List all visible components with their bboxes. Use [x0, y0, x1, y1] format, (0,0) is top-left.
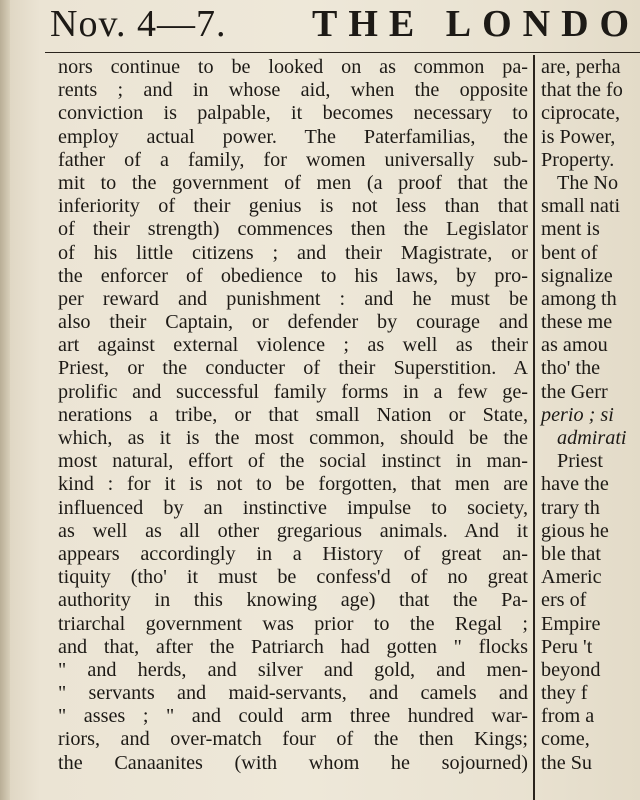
text-line: the Gerr: [541, 380, 608, 403]
header-rule: [45, 52, 640, 53]
text-line: nors continue to be looked on as common pa-: [58, 56, 528, 78]
text-line: art against external violence ; as well as their: [58, 334, 528, 357]
text-line: the Canaanites (with whom he sojourned): [58, 751, 528, 774]
text-line: mit to the government of men (a proof that the: [58, 171, 528, 194]
text-line: Property.: [541, 148, 615, 171]
text-line: appears accordingly in a History of great an-: [58, 542, 528, 565]
text-line: small nati: [541, 195, 621, 218]
column-divider: [533, 55, 535, 800]
text-line: prolific and successful family forms in a few ge-: [58, 380, 528, 403]
text-line: " asses ; " and could arm three hundred war-: [58, 705, 528, 728]
text-line: Empire: [541, 612, 601, 635]
text-line: " servants and maid-servants, and camels and: [58, 682, 528, 705]
text-line: Peru 't: [541, 635, 593, 658]
issue-date: Nov. 4—7.: [50, 3, 227, 45]
text-line: bent of: [541, 241, 598, 264]
text-line: rents ; and in whose aid, when the opposite: [58, 79, 528, 102]
text-line: also their Captain, or defender by courage and: [58, 311, 528, 334]
text-line: the enforcer of obedience to his laws, by pro-: [58, 264, 528, 287]
text-line: and that, after the Patriarch had gotten " flocks: [58, 635, 528, 658]
text-line: most natural, effort of the social instinct in man-: [58, 450, 528, 473]
text-line: Americ: [541, 566, 602, 589]
text-line: authority in this knowing age) that the Pa-: [58, 589, 528, 612]
text-line: the Su: [541, 751, 593, 774]
text-line: trary th: [541, 496, 600, 519]
text-line: influenced by an instinctive impulse to society,: [58, 496, 528, 519]
text-line: among th: [541, 287, 617, 310]
text-line: ble that: [541, 542, 601, 565]
text-line: nerations a tribe, or that small Nation or State,: [58, 403, 528, 426]
text-line: are, perha: [541, 56, 621, 78]
text-line: father of a family, for women universally sub-: [58, 148, 528, 171]
text-line: these me: [541, 311, 613, 334]
text-line: tiquity (tho' it must be confess'd of no great: [58, 566, 528, 589]
text-line: conviction is palpable, it becomes necessary to: [58, 102, 528, 125]
text-line: of their strength) commences then the Legislator: [58, 218, 528, 241]
text-line: ciprocate,: [541, 102, 621, 125]
text-line: beyond: [541, 658, 601, 681]
text-line: as amou: [541, 334, 608, 357]
text-line: gious he: [541, 519, 609, 542]
text-line: as well as all other gregarious animals. And it: [58, 519, 528, 542]
text-line: is Power,: [541, 125, 616, 148]
text-line: The No: [557, 171, 619, 194]
text-line: perio ; si: [541, 403, 614, 426]
main-text-column: [58, 56, 528, 775]
text-line: employ actual power. The Paterfamilias, the: [58, 125, 528, 148]
text-line: from a: [541, 705, 595, 728]
text-line: ers of: [541, 589, 587, 612]
text-line: riors, and over-match four of the then Kings;: [58, 728, 528, 751]
text-line: that the fo: [541, 79, 623, 102]
text-line: kind : for it is not to be forgotten, that men are: [58, 473, 528, 496]
text-line: tho' the: [541, 357, 601, 380]
text-line: signalize: [541, 264, 613, 287]
right-text-column: [541, 56, 640, 775]
text-line: ment is: [541, 218, 600, 241]
page-edge-shadow: [0, 0, 10, 800]
text-line: Priest: [557, 450, 603, 473]
text-line: come,: [541, 728, 590, 751]
text-line: triarchal government was prior to the Regal ;: [58, 612, 528, 635]
text-line: have the: [541, 473, 609, 496]
text-line: they f: [541, 682, 588, 705]
text-line: of his little citizens ; and their Magistrate, or: [58, 241, 528, 264]
masthead-title: THE LONDO: [312, 3, 640, 45]
text-line: per reward and punishment : and he must be: [58, 287, 528, 310]
text-line: which, as it is the most common, should be the: [58, 427, 528, 449]
text-line: inferiority of their genius is not less than that: [58, 195, 528, 218]
text-line: Priest, or the conducter of their Superstition. A: [58, 357, 528, 380]
text-line: " and herds, and silver and gold, and men-: [58, 658, 528, 681]
text-line: admirati: [557, 427, 627, 449]
